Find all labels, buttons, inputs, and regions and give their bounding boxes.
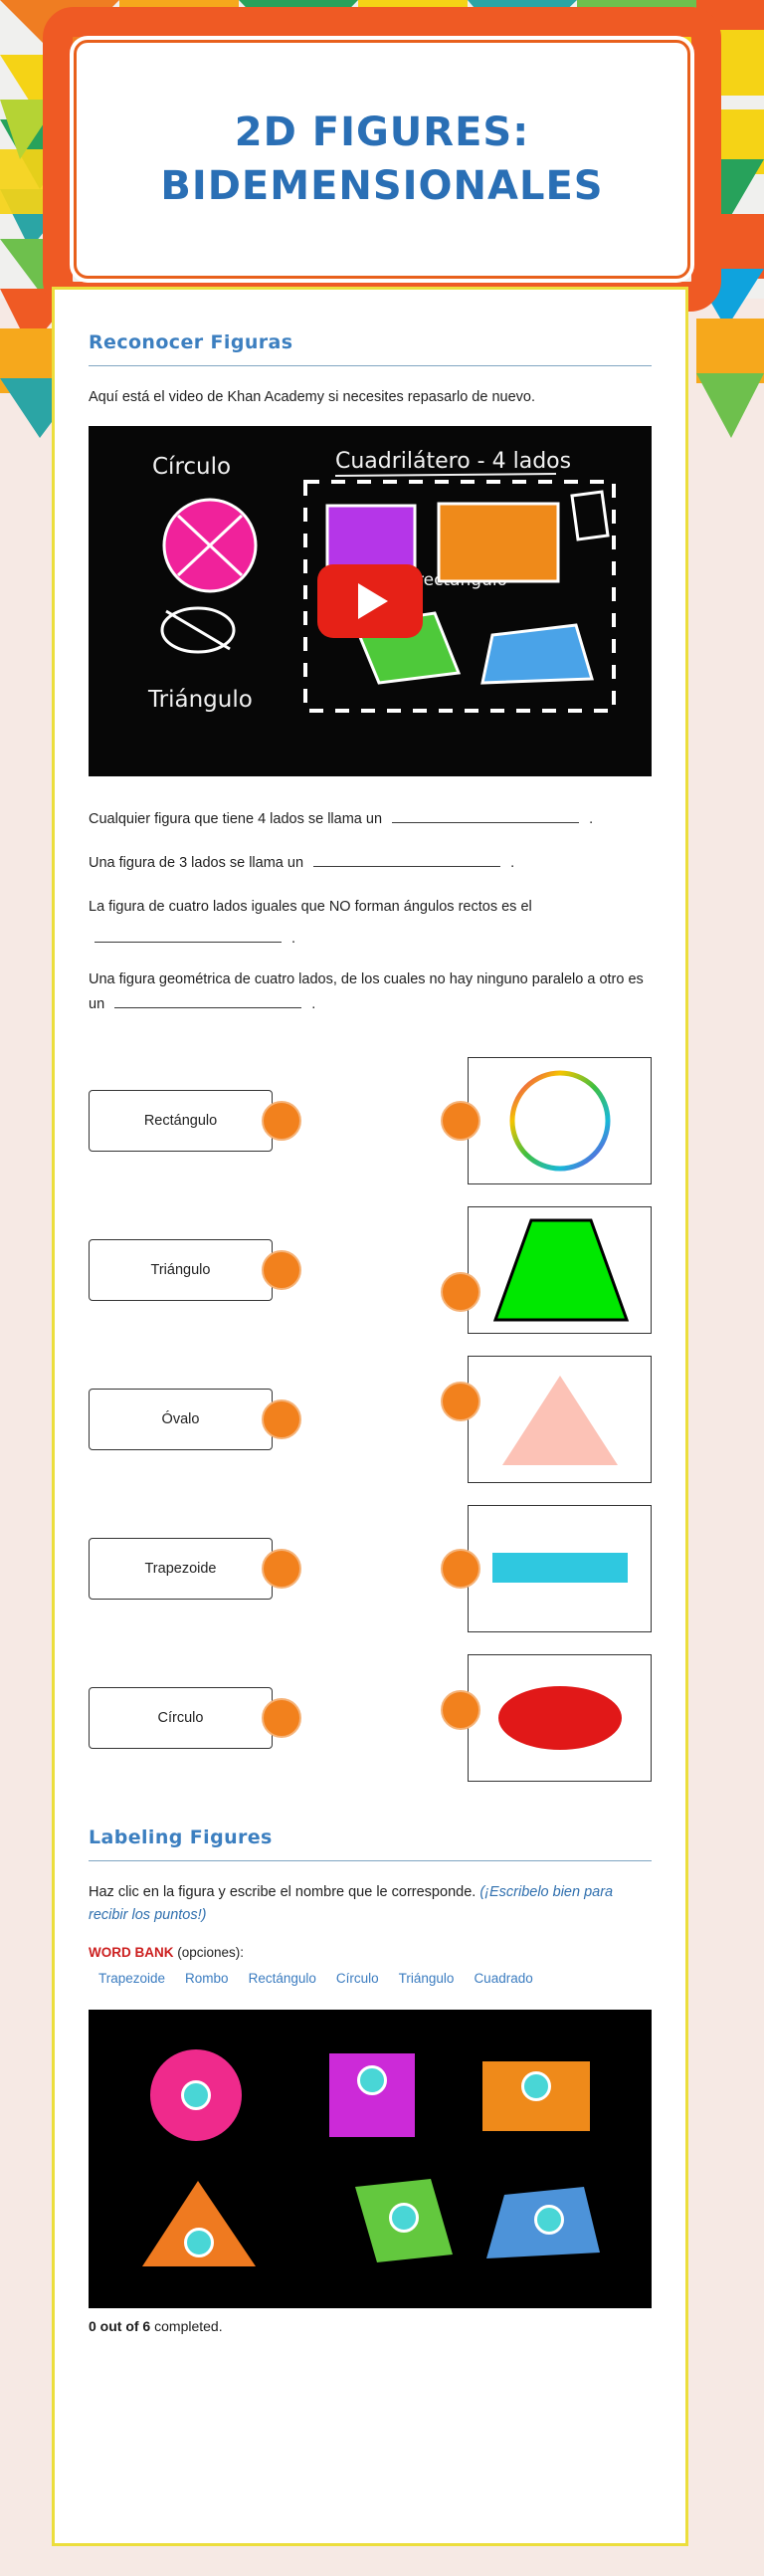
hotspot-rhombus[interactable] [389, 2203, 419, 2233]
match-label-circulo[interactable]: Círculo [89, 1687, 273, 1749]
match-label-trapezoide[interactable]: Trapezoide [89, 1538, 273, 1600]
page-title-line-2: BIDEMENSIONALES [160, 163, 604, 209]
svg-text:Triángulo: Triángulo [148, 687, 253, 714]
page-title-card [74, 40, 690, 279]
hotspot-square[interactable] [357, 2065, 387, 2095]
hotspot-trapezoid[interactable] [534, 2205, 564, 2235]
match-label-ovalo[interactable]: Óvalo [89, 1389, 273, 1450]
svg-text:Cuadrilátero - 4 lados: Cuadrilátero - 4 lados [335, 449, 572, 475]
match-shape-red-ellipse[interactable] [468, 1654, 652, 1782]
match-shape-cyan-rectangle[interactable] [468, 1505, 652, 1632]
question-2-text: Una figura de 3 lados se llama un [89, 855, 304, 872]
question-1-text: Cualquier figura que tiene 4 lados se llama un [89, 811, 383, 828]
match-shape-green-trapezoid[interactable] [468, 1206, 652, 1334]
question-3-text: La figura de cuatro lados iguales que NO forman ángulos rectos es el [89, 899, 532, 916]
progress-status [89, 2318, 652, 2334]
match-connector-dot-left[interactable] [262, 1101, 301, 1141]
question-3-blank[interactable] [95, 928, 282, 943]
question-3 [89, 892, 652, 956]
pink-triangle-icon [496, 1368, 624, 1471]
question-4-period: . [311, 995, 316, 1012]
question-1-period: . [589, 811, 594, 828]
divider [89, 1860, 652, 1861]
match-row [89, 1345, 652, 1494]
labeling-shapes [89, 2010, 652, 2308]
match-label-triangulo[interactable]: Triángulo [89, 1239, 273, 1301]
match-connector-dot-left[interactable] [262, 1549, 301, 1589]
hotspot-rectangle[interactable] [521, 2071, 551, 2101]
match-shape-wrap [445, 1356, 652, 1483]
hotspot-triangle[interactable] [184, 2228, 214, 2257]
question-4-text: Una figura geométrica de cuatro lados, de los cuales no hay ninguno paralelo a otro es un [89, 971, 644, 1012]
match-connector-dot-left[interactable] [262, 1698, 301, 1738]
progress-text: completed. [150, 2317, 223, 2334]
question-4 [89, 967, 652, 1016]
word-bank-label: WORD BANK [89, 1945, 174, 1961]
question-1-blank[interactable] [392, 808, 579, 823]
section-heading-recognize: Reconocer Figuras [89, 331, 293, 353]
fill-in-the-blank-questions [89, 804, 652, 1016]
play-icon [358, 583, 388, 619]
match-shape-pink-triangle[interactable] [468, 1356, 652, 1483]
match-label-rectangulo[interactable]: Rectángulo [89, 1090, 273, 1152]
word-bank-option-rombo[interactable]: Rombo [185, 1970, 229, 1986]
question-3-period: . [291, 931, 296, 948]
khan-academy-video-embed[interactable] [89, 426, 652, 776]
question-1 [89, 804, 652, 836]
match-label-wrap [89, 1239, 295, 1301]
progress-count: 0 out of 6 [89, 2317, 151, 2334]
question-2 [89, 848, 652, 880]
rainbow-circle-icon [504, 1065, 616, 1177]
word-bank-option-triangulo[interactable]: Triángulo [398, 1970, 455, 1986]
match-label-wrap [89, 1538, 295, 1600]
match-connector-dot-left[interactable] [262, 1250, 301, 1290]
match-row [89, 1643, 652, 1793]
match-shape-wrap [445, 1206, 652, 1334]
word-bank-option-cuadrado[interactable]: Cuadrado [474, 1970, 533, 1986]
labeling-interactive-image[interactable] [89, 2010, 652, 2308]
word-bank [89, 1940, 652, 1991]
question-2-blank[interactable] [313, 852, 500, 867]
match-shape-wrap [445, 1505, 652, 1632]
match-row [89, 1195, 652, 1345]
match-connector-dot-left[interactable] [262, 1399, 301, 1439]
question-4-blank[interactable] [114, 993, 301, 1008]
labeling-instruction-italic: (¡Escribelo bien para recibir los puntos!) [89, 1884, 614, 1923]
word-bank-option-rectangulo[interactable]: Rectángulo [248, 1970, 316, 1986]
word-bank-option-trapezoide[interactable]: Trapezoide [98, 1970, 166, 1986]
hotspot-circle[interactable] [181, 2080, 211, 2110]
match-label-wrap [89, 1389, 295, 1450]
word-bank-prefix: (opciones): [173, 1945, 245, 1961]
recognize-intro-text: Aquí está el video de Khan Academy si necesites repasarlo de nuevo. [89, 389, 535, 405]
red-ellipse-icon [485, 1678, 635, 1758]
section-heading-labeling: Labeling Figures [89, 1826, 273, 1849]
match-row [89, 1494, 652, 1643]
worksheet-sheet [52, 287, 688, 2546]
page-title-line-1: 2D FIGURES: [234, 109, 530, 155]
match-row [89, 1046, 652, 1195]
green-trapezoid-icon [485, 1214, 635, 1326]
match-shape-rainbow-circle[interactable] [468, 1057, 652, 1184]
matching-exercise [89, 1046, 652, 1793]
labeling-instruction [89, 1881, 652, 1926]
word-bank-option-circulo[interactable]: Círculo [335, 1970, 379, 1986]
labeling-instruction-plain: Haz clic en la figura y escribe el nombre que le corresponde. [89, 1884, 480, 1901]
match-label-wrap [89, 1090, 295, 1152]
play-button[interactable] [317, 564, 423, 638]
question-2-period: . [510, 855, 515, 872]
match-label-wrap [89, 1687, 295, 1749]
match-shape-wrap [445, 1057, 652, 1184]
match-shape-wrap [445, 1654, 652, 1782]
divider [89, 365, 652, 366]
svg-text:Círculo: Círculo [152, 454, 232, 481]
cyan-rectangle-icon [490, 1549, 630, 1589]
